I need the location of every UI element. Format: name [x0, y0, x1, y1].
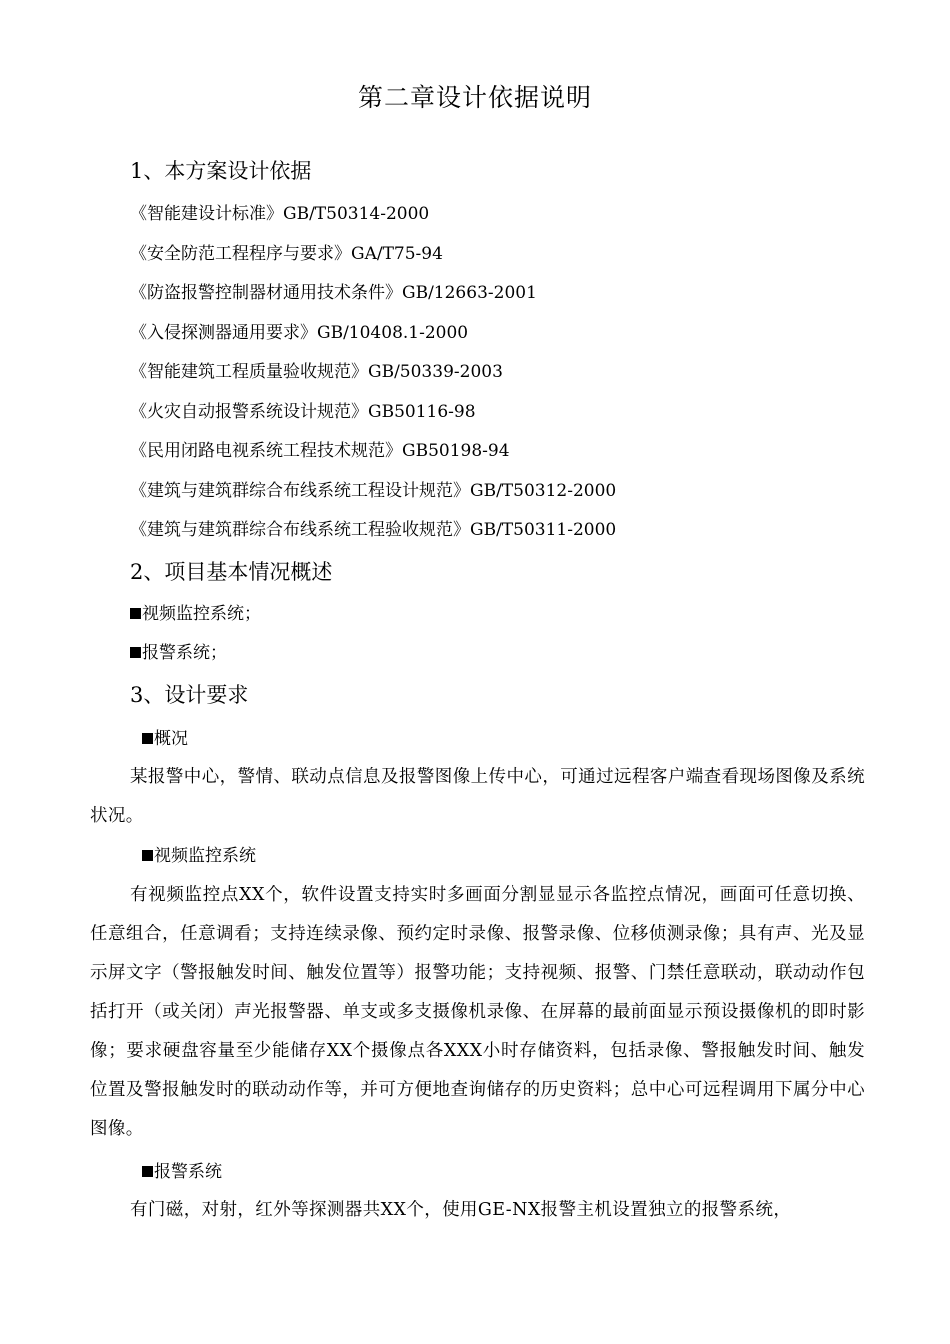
reference-item: 《建筑与建筑群综合布线系统工程验收规范》GB/T50311-2000	[130, 520, 617, 540]
reference-item: 《智能建筑工程质量验收规范》GB/50339-2003	[130, 362, 503, 382]
reference-item: 《建筑与建筑群综合布线系统工程设计规范》GB/T50312-2000	[130, 480, 617, 501]
reference-list	[130, 200, 616, 556]
square-bullet-icon	[142, 1166, 153, 1177]
section-3-heading: 3、设计要求	[130, 683, 249, 707]
subheading-alarm-system	[142, 1158, 222, 1186]
square-bullet-icon	[130, 608, 141, 619]
overview-paragraph: 某报警中心，警情、联动点信息及报警图像上传中心，可通过远程客户端查看现场图像及系统状况。	[90, 767, 865, 826]
alarm-system-paragraph: 有门磁，对射，红外等探测器共XX个，使用GE-NX报警主机设置独立的报警系统，	[130, 1200, 792, 1220]
video-monitoring-paragraph: 有视频监控点XX个，软件设置支持实时多画面分割显显示各监控点情况，画面可任意切换、任意组合，任意调看；支持连续录像、预约定时录像、报警录像、位移侦测录像；具有声、光及显示屏文字（警报触发时间、触发位置等）报警功能；支持视频、报警、门禁任意联动，联动动作包括打开（或关闭）声光报警器、单支或多支摄像机录像、在屏幕的最前面显示预设摄像机的即时影像；要求硬盘容量至少能储存XX个摄像点各XXX小时存储资料，包括录像、警报触发时间、触发位置及警报触发时的联动动作等，并可方便地查询储存的历史资料；总中心可远程调用下属分中心图像。	[90, 885, 865, 1139]
subheading-overview	[142, 725, 188, 753]
reference-item: 《防盗报警控制器材通用技术条件》GB/12663-2001	[130, 283, 537, 303]
subheading-label: 概况	[154, 729, 188, 749]
square-bullet-icon	[142, 850, 153, 861]
reference-item: 《民用闭路电视系统工程技术规范》GB50198-94	[130, 441, 510, 461]
square-bullet-icon	[130, 647, 141, 658]
overview-item-alarm	[130, 639, 227, 667]
reference-item: 《入侵探测器通用要求》GB/10408.1-2000	[130, 322, 469, 343]
overview-item-label: 报警系统；	[142, 643, 227, 663]
overview-item-video	[130, 600, 261, 628]
reference-item: 《火灾自动报警系统设计规范》GB50116-98	[130, 401, 476, 422]
chapter-title: 第二章设计依据说明	[357, 83, 592, 112]
section-1-heading: 1、本方案设计依据	[130, 159, 312, 183]
subheading-video-monitoring	[142, 842, 256, 870]
reference-item: 《安全防范工程程序与要求》GA/T75-94	[130, 243, 443, 264]
subheading-label: 报警系统	[154, 1162, 222, 1182]
section-2-heading: 2、项目基本情况概述	[130, 560, 333, 584]
reference-item: 《智能建设计标准》GB/T50314-2000	[130, 204, 430, 224]
square-bullet-icon	[142, 733, 153, 744]
subheading-label: 视频监控系统	[154, 846, 256, 866]
overview-item-label: 视频监控系统；	[142, 604, 261, 624]
